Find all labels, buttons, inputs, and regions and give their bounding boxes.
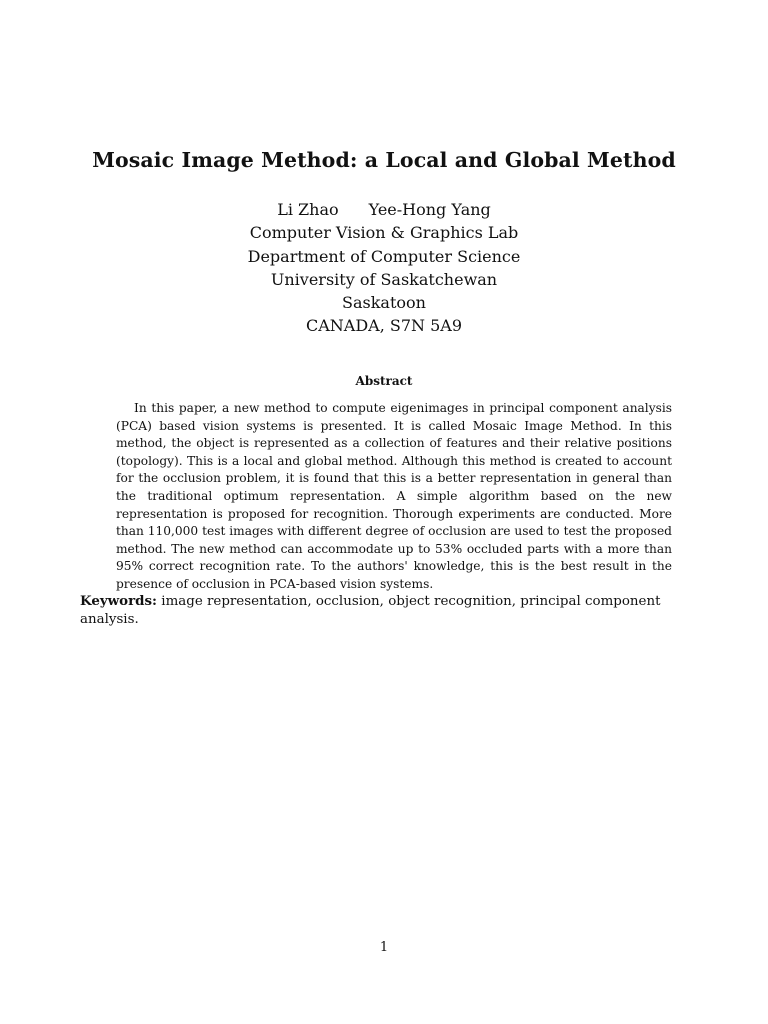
author-block (0, 198, 768, 338)
affiliation-city: Saskatoon (342, 293, 426, 313)
keywords-text: image representation, occlusion, object recognition, principal component analysis. (80, 594, 661, 627)
abstract-text: In this paper, a new method to compute eigenimages in principal component analysis (PCA) based vision systems is presented. It is called Mosaic Image Method. In this method, the object is represented as a collection of features and their relative positions (topology). This is a local and global method. Although this method is created to account for the occlusion problem, it is found that this is a better representation in general than the traditional optimum representation. A simple algorithm based on the new representation is proposed for recognition. Thorough experiments are conducted. More than 110,000 test images with different degree of occlusion are used to test the proposed method. The new method can accommodate up to 53% occluded parts with a more than 95% correct recognition rate. To the authors' knowledge, this is the best result in the presence of occlusion in PCA-based vision systems. (116, 401, 672, 591)
paper-title: Mosaic Image Method: a Local and Global Method (92, 148, 676, 172)
affiliation-department: Department of Computer Science (247, 246, 521, 266)
affiliation-university: University of Saskatchewan (270, 269, 498, 289)
keywords-line (80, 592, 700, 629)
author-name: Yee-Hong Yang (368, 200, 491, 219)
abstract-heading: Abstract (355, 374, 413, 388)
affiliation-country: CANADA, S7N 5A9 (305, 316, 463, 336)
keywords-label: Keywords: (80, 593, 158, 609)
page-number: 1 (379, 940, 389, 955)
author-names (0, 198, 768, 221)
author-name: Li Zhao (277, 200, 339, 219)
affiliation-lab: Computer Vision & Graphics Lab (249, 223, 519, 243)
